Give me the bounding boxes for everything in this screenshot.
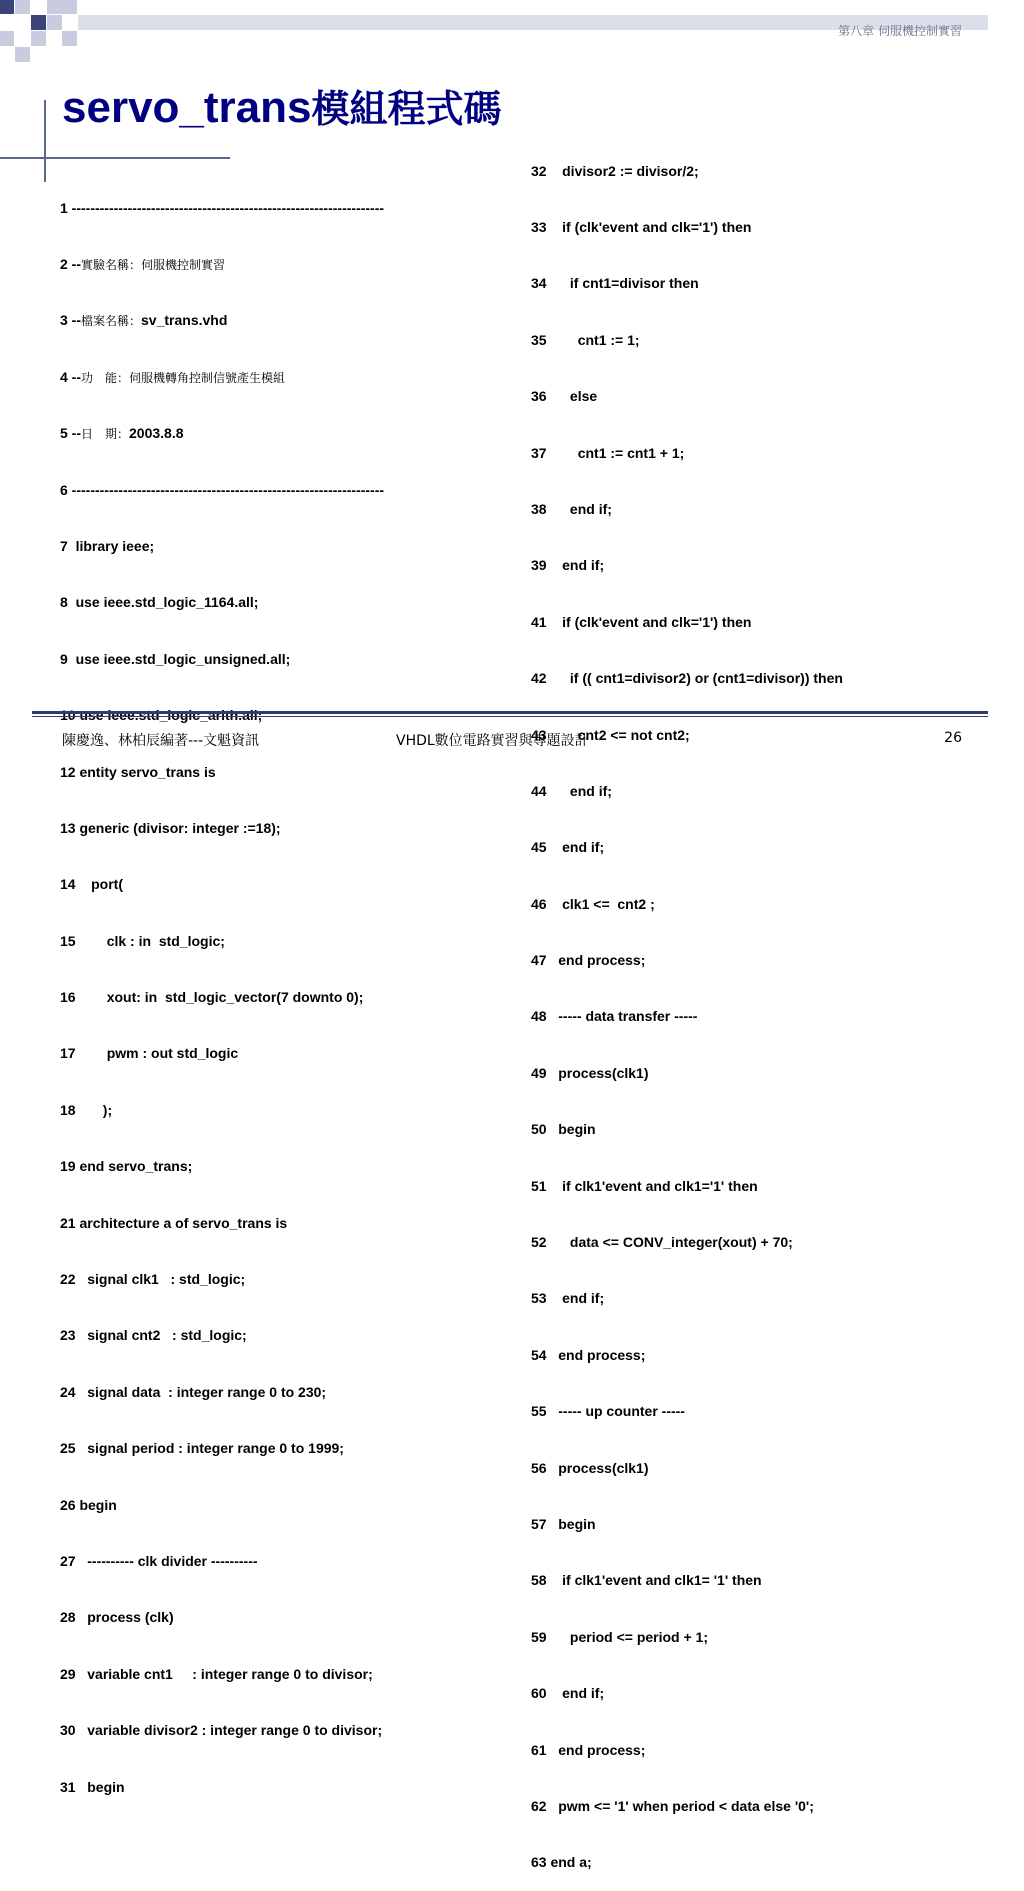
comment-file-label: 檔案名稱： [81,314,142,329]
decor-square [47,0,62,14]
code-line: 46 clk1 <= cnt2 ; [531,895,655,912]
code-line: 6 ------------------------------------------------------------------- [60,481,385,498]
code-line: 37 cnt1 := cnt1 + 1; [531,444,685,461]
code-listing-left [60,161,384,1815]
code-line: 59 period <= period + 1; [531,1628,709,1645]
decor-square [0,31,14,46]
code-line: 29 variable cnt1 : integer range 0 to divisor; [60,1665,373,1682]
chapter-label: 第八章 伺服機控制實習 [838,24,962,38]
code-line: 19 end servo_trans; [60,1158,193,1175]
code-line: 25 signal period : integer range 0 to 1999; [60,1440,344,1457]
code-line: 41 if (clk'event and clk='1') then [531,613,752,630]
decor-square [31,31,46,46]
comment-file-value: sv_trans.vhd [141,312,228,329]
code-line: 56 process(clk1) [531,1459,649,1476]
code-line: 24 signal data : integer range 0 to 230; [60,1383,327,1400]
decor-square [47,15,62,30]
code-line: 36 else [531,388,598,405]
code-line: 58 if clk1'event and clk1= '1' then [531,1572,762,1589]
code-line: 9 use ieee.std_logic_unsigned.all; [60,650,291,667]
code-line: 35 cnt1 := 1; [531,331,640,348]
code-line: 16 xout: in std_logic_vector(7 downto 0); [60,989,364,1006]
code-line: 3 --檔案名稱：sv_trans.vhd [60,312,228,329]
comment-date-value: 2003.8.8 [129,425,184,442]
title-accent-vertical [44,100,46,182]
code-line: 51 if clk1'event and clk1='1' then [531,1177,758,1194]
code-line: 45 end if; [531,839,605,856]
decor-square [62,31,77,46]
code-line: 13 generic (divisor: integer :=18); [60,819,281,836]
code-line: 21 architecture a of servo_trans is [60,1214,288,1231]
code-line: 55 ----- up counter ----- [531,1403,685,1420]
code-line: 12 entity servo_trans is [60,763,216,780]
decor-square [15,47,30,62]
footer-authors: 陳慶逸、林柏辰編著---文魁資訊 [62,733,260,749]
code-line: 27 ---------- clk divider ---------- [60,1552,258,1569]
code-line: 53 end if; [531,1290,605,1307]
decor-square [15,0,30,14]
code-line: 4 --功 能：伺服機轉角控制信號產生模組 [60,368,286,385]
comment-experiment-name: 實驗名稱：伺服機控制實習 [81,257,226,272]
code-line: 63 end a; [531,1854,592,1871]
decor-square [31,15,46,30]
code-line: 49 process(clk1) [531,1064,649,1081]
code-line: 39 end if; [531,557,605,574]
code-line: 48 ----- data transfer ----- [531,1008,698,1025]
comment-function: 功 能：伺服機轉角控制信號產生模組 [81,370,286,385]
code-line: 61 end process; [531,1741,646,1758]
code-line: 43 cnt2 <= not cnt2; [531,726,690,743]
comment-date-label: 日 期： [81,427,130,442]
code-line: 23 signal cnt2 : std_logic; [60,1327,247,1344]
code-line: 31 begin [60,1778,125,1795]
code-line: 1 ------------------------------------------------------------------- [60,199,385,216]
page-title [62,78,502,133]
code-line: 15 clk : in std_logic; [60,932,225,949]
code-line: 60 end if; [531,1685,605,1702]
code-line: 57 begin [531,1515,596,1532]
code-line: 44 end if; [531,782,612,799]
code-line: 33 if (clk'event and clk='1') then [531,218,752,235]
code-line: 7 library ieee; [60,537,155,554]
decor-square [62,0,77,14]
code-line: 50 begin [531,1121,596,1138]
code-line: 18 ); [60,1101,113,1118]
code-line: 28 process (clk) [60,1609,174,1626]
code-line: 54 end process; [531,1346,646,1363]
code-line: 22 signal clk1 : std_logic; [60,1271,246,1288]
code-line: 5 --日 期：2003.8.8 [60,425,184,442]
page-number: 26 [944,730,962,746]
code-line: 14 port( [60,876,124,893]
code-line: 62 pwm <= '1' when period < data else '0'; [531,1797,814,1814]
code-line: 32 divisor2 := divisor/2; [531,162,699,179]
code-line: 42 if (( cnt1=divisor2) or (cnt1=divisor)) then [531,670,843,687]
code-line: 34 if cnt1=divisor then [531,275,699,292]
code-line: 30 variable divisor2 : integer range 0 to divisor; [60,1722,383,1739]
title-latin: servo_trans [62,83,312,132]
code-line: 38 end if; [531,500,612,517]
title-accent-horizontal [0,157,230,159]
title-cjk: 模組程式碼 [311,86,502,131]
footer-book-title: VHDL數位電路實習與專題設計 [396,733,589,749]
code-line: 52 data <= CONV_integer(xout) + 70; [531,1234,793,1251]
code-line: 47 end process; [531,952,646,969]
code-line: 17 pwm : out std_logic [60,1045,239,1062]
footer-rule-thin [32,716,988,717]
code-listing-right [531,124,843,1891]
code-line: 26 begin [60,1496,117,1513]
code-line: 2 --實驗名稱：伺服機控制實習 [60,255,226,272]
decor-square [0,0,14,14]
footer-rule [32,711,988,714]
code-line: 8 use ieee.std_logic_1164.all; [60,594,259,611]
